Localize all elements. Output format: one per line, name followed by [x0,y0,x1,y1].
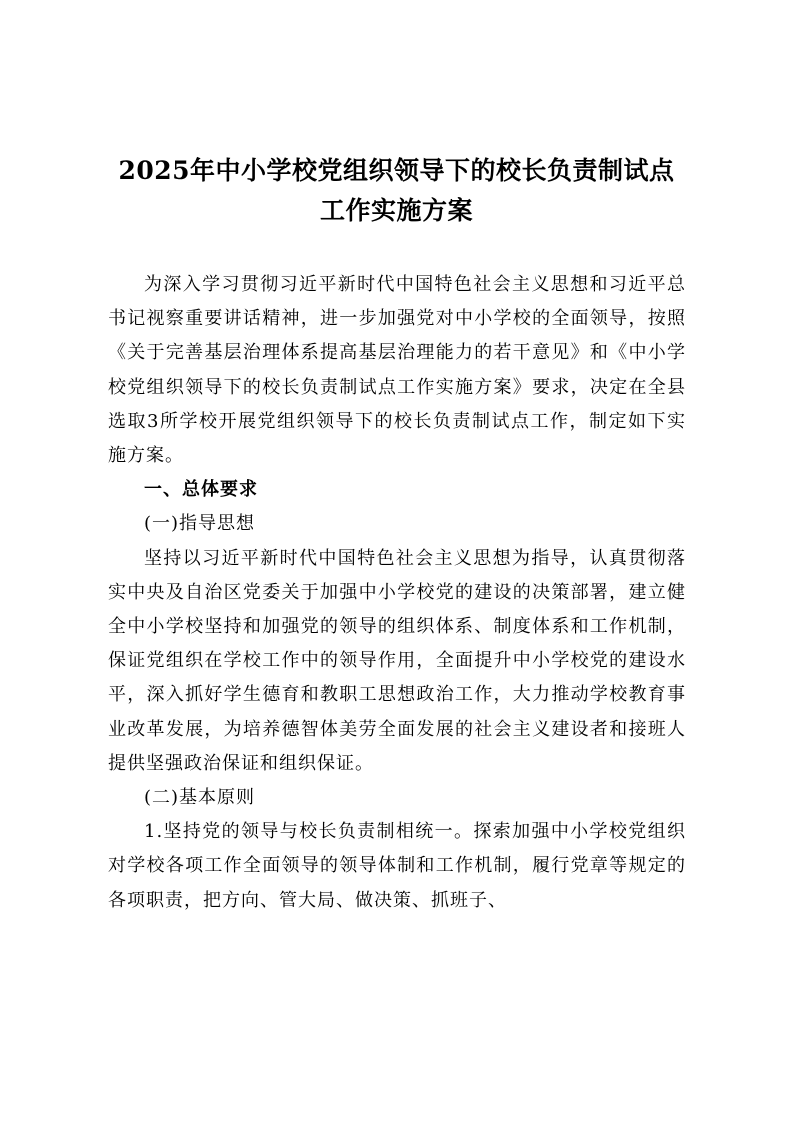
document-title-line-1: 2025年中小学校党组织领导下的校长负责制试点 [118,156,675,185]
intro-paragraph: 为深入学习贯彻习近平新时代中国特色社会主义思想和习近平总书记视察重要讲话精神，进一步加强党对中小学校的全面领导，按照《关于完善基层治理体系提高基层治理能力的若干意见》和《中小学校党组织领导下的校长负责制试点工作实施方案》要求，决定在全县选取3所学校开展党组织领导下的校长负责制试点工作，制定如下实施方案。 [108,274,686,467]
subsection-heading-guiding-ideology: (一)指导思想 [144,513,256,535]
document-body [108,268,686,918]
section-heading-general-requirements: 一、总体要求 [144,479,258,501]
document-title-line-2: 工作实施方案 [319,196,473,225]
guiding-ideology-paragraph: 坚持以习近平新时代中国特色社会主义思想为指导，认真贯彻落实中央及自治区党委关于加强中小学校党的建设的决策部署，建立健全中小学校坚持和加强党的领导的组织体系、制度体系和工作机制，保证党组织在学校工作中的领导作用，全面提升中小学校党的建设水平，深入抓好学生德育和教职工思想政治工作，大力推动学校教育事业改革发展，为培养德智体美劳全面发展的社会主义建设者和接班人提供坚强政治保证和组织保证。 [108,547,686,774]
subsection-heading-basic-principles: (二)基本原则 [144,787,256,809]
principle-1-paragraph: 1.坚持党的领导与校长负责制相统一。探索加强中小学校党组织对学校各项工作全面领导的领导体制和工作机制，履行党章等规定的各项职责，把方向、管大局、做决策、抓班子、 [108,821,686,911]
